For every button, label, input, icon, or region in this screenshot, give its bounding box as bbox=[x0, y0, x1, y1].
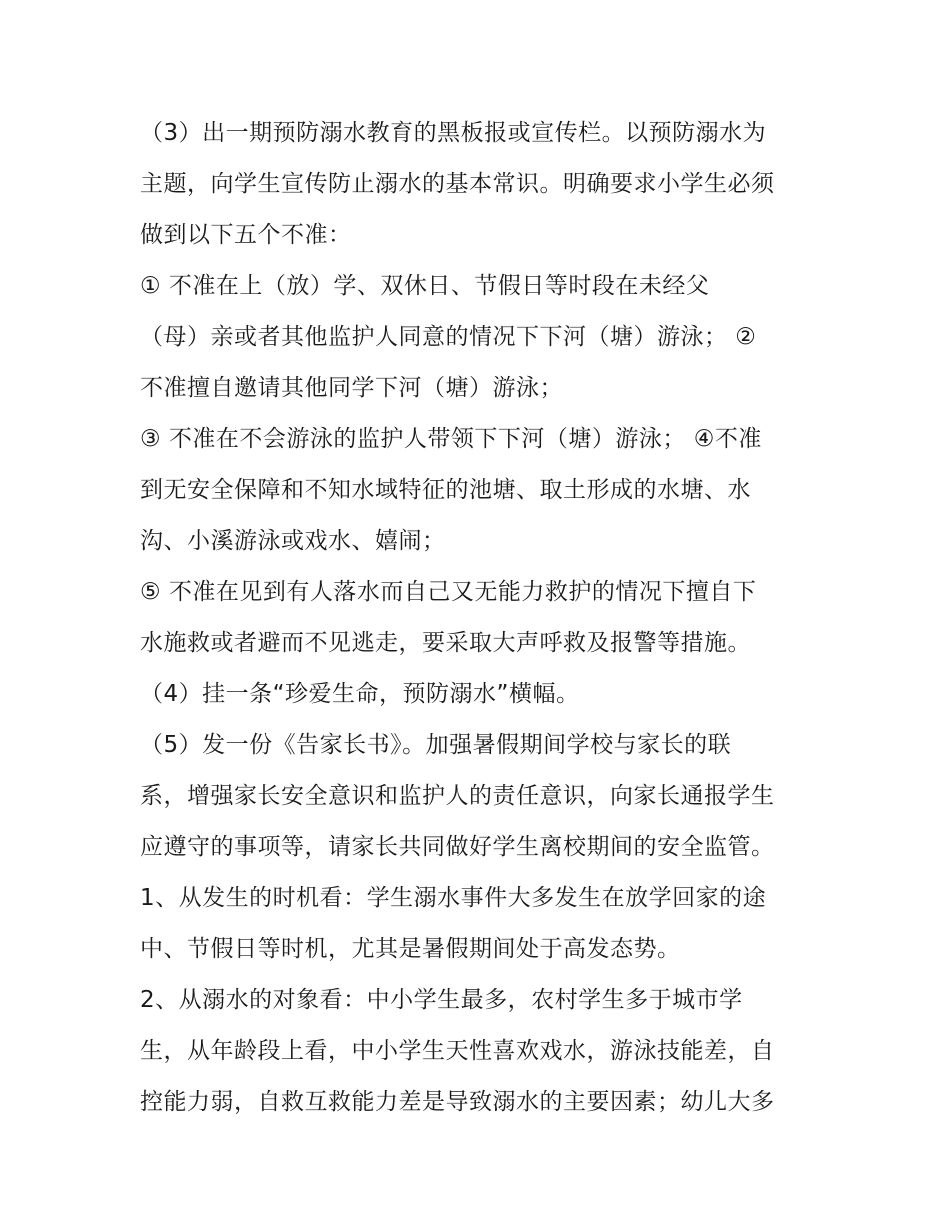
text-line: （3）出一期预防溺水教育的黑板报或宣传栏。以预防溺水为 bbox=[140, 120, 767, 146]
text-line: 生，从年龄段上看，中小学生天性喜欢戏水，游泳技能差，自 bbox=[140, 1038, 775, 1064]
text-line: 水施救或者避而不见逃走，要采取大声呼救及报警等措施。 bbox=[140, 630, 751, 656]
text-line: ③ 不准在不会游泳的监护人带领下下河（塘）游泳； ④不准 bbox=[140, 426, 762, 452]
text-line: （母）亲或者其他监护人同意的情况下下河（塘）游泳； ② bbox=[140, 324, 757, 350]
text-line: 应遵守的事项等，请家长共同做好学生离校期间的安全监管。 bbox=[140, 834, 775, 860]
text-line: 控能力弱，自救互救能力差是导致溺水的主要因素；幼儿大多 bbox=[140, 1089, 775, 1115]
text-line: 沟、小溪游泳或戏水、嬉闹； bbox=[140, 528, 446, 554]
text-line: 主题，向学生宣传防止溺水的基本常识。明确要求小学生必须 bbox=[140, 171, 775, 197]
text-line: （4）挂一条“珍爱生命，预防溺水”横幅。 bbox=[140, 681, 580, 707]
text-line: 到无安全保障和不知水域特征的池塘、取土形成的水塘、水 bbox=[140, 477, 751, 503]
text-line: 做到以下五个不准： bbox=[140, 222, 352, 248]
document-body bbox=[140, 108, 820, 1128]
text-line: ⑤ 不准在见到有人落水而自己又无能力救护的情况下擅自下 bbox=[140, 579, 757, 605]
text-line: 1、从发生的时机看：学生溺水事件大多发生在放学回家的途 bbox=[140, 885, 767, 911]
text-line: 2、从溺水的对象看：中小学生最多，农村学生多于城市学 bbox=[140, 987, 743, 1013]
text-line: 系，增强家长安全意识和监护人的责任意识，向家长通报学生 bbox=[140, 783, 775, 809]
text-line: 中、节假日等时机，尤其是暑假期间处于高发态势。 bbox=[140, 936, 681, 962]
text-line: ① 不准在上（放）学、双休日、节假日等时段在未经父 bbox=[140, 273, 710, 299]
text-line: （5）发一份《告家长书》。加强暑假期间学校与家长的联 bbox=[140, 732, 732, 758]
text-line: 不准擅自邀请其他同学下河（塘）游泳； bbox=[140, 375, 563, 401]
